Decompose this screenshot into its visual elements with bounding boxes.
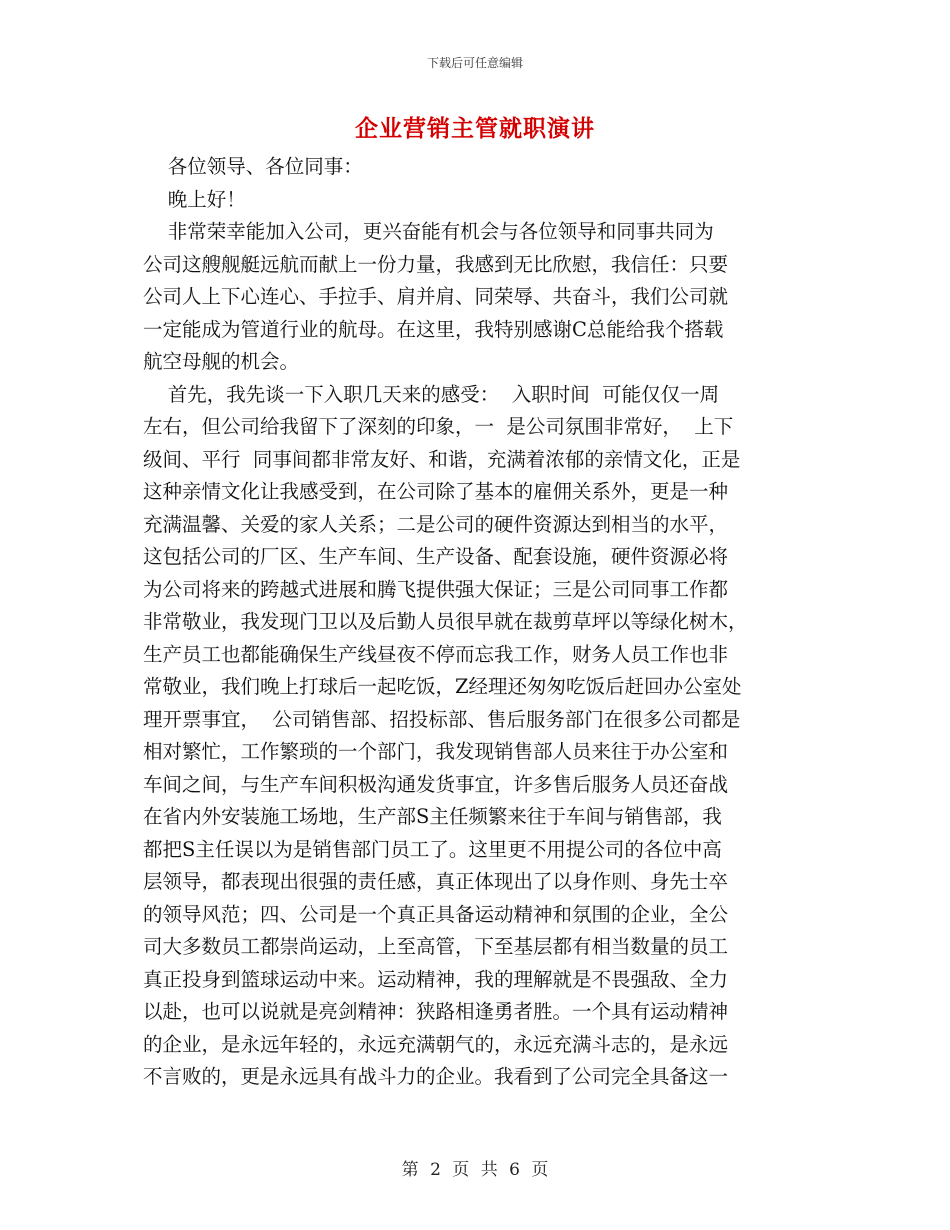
body-line: 各位领导、各位同事： bbox=[143, 155, 363, 178]
body-line: 车间之间，与生产车间积极沟通发货事宜，许多售后服务人员还奋战 bbox=[143, 772, 729, 796]
body-line: 常敬业，我们晚上打球后一起吃饭，Z经理还匆匆吃饭后赶回办公室处 bbox=[143, 675, 742, 698]
body-line: 不言败的，更是永远具有战斗力的企业。我看到了公司完全具备这一 bbox=[143, 1065, 729, 1088]
body-line: 充满温馨、关爱的家人关系；二是公司的硬件资源达到相当的水平， bbox=[143, 512, 729, 536]
body-line: 晚上好！ bbox=[143, 187, 246, 211]
body-line: 为公司将来的跨越式进展和腾飞提供强大保证；三是公司同事工作都 bbox=[143, 577, 729, 601]
document-body bbox=[143, 151, 803, 1094]
body-line: 首先，我先谈一下入职几天来的感受： 入职时间 可能仅仅一周 bbox=[143, 382, 720, 406]
body-line: 都把S主任误以为是销售部门员工了。这里更不用提公司的各位中高 bbox=[143, 837, 722, 861]
page-footer: 第 2 页 共 6 页 bbox=[401, 1160, 549, 1180]
body-line: 真正投身到篮球运动中来。运动精神，我的理解就是不畏强敌、全力 bbox=[143, 967, 729, 991]
body-line: 司大多数员工都崇尚运动，上至高管，下至基层都有相当数量的员工 bbox=[143, 935, 729, 958]
body-line: 级间、平行 同事间都非常友好、和谐，充满着浓郁的亲情文化，正是 bbox=[143, 447, 741, 471]
body-line: 公司这艘舰艇远航而献上一份力量，我感到无比欣慰，我信任：只要 bbox=[143, 252, 729, 276]
page-header-note: 下载后可任意编辑 bbox=[426, 56, 523, 70]
document-title: 企业营销主管就职演讲 bbox=[355, 115, 595, 142]
body-line: 在省内外安装施工场地，生产部S主任频繁来往于车间与销售部，我 bbox=[143, 805, 722, 828]
body-line: 层领导，都表现出很强的责任感，真正体现出了以身作则、身先士卒 bbox=[143, 870, 729, 893]
body-line: 航空母舰的机会。 bbox=[143, 350, 300, 373]
body-line: 非常敬业，我发现门卫以及后勤人员很早就在裁剪草坪以等绿化树木， bbox=[143, 610, 748, 633]
body-line: 的领导风范；四、公司是一个真正具备运动精神和氛围的企业，全公 bbox=[143, 902, 729, 926]
body-line: 的企业，是永远年轻的，永远充满朝气的，永远充满斗志的，是永远 bbox=[143, 1032, 729, 1056]
body-line: 这包括公司的厂区、生产车间、生产设备、配套设施，硬件资源必将 bbox=[143, 545, 729, 568]
body-line: 以赴，也可以说就是亮剑精神：狭路相逢勇者胜。一个具有运动精神 bbox=[143, 1000, 729, 1023]
body-line: 一定能成为管道行业的航母。在这里，我特别感谢C总能给我个搭载 bbox=[143, 317, 724, 341]
body-line: 这种亲情文化让我感受到，在公司除了基本的雇佣关系外，更是一种 bbox=[143, 480, 729, 503]
body-line: 公司人上下心连心、手拉手、肩并肩、同荣辱、共奋斗，我们公司就 bbox=[143, 285, 729, 308]
body-line: 相对繁忙，工作繁琐的一个部门，我发现销售部人员来往于办公室和 bbox=[143, 740, 729, 763]
body-line: 左右，但公司给我留下了深刻的印象，一 是公司氛围非常好， 上下 bbox=[143, 415, 734, 438]
body-line: 理开票事宜， 公司销售部、招投标部、售后服务部门在很多公司都是 bbox=[143, 707, 741, 731]
body-line: 非常荣幸能加入公司，更兴奋能有机会与各位领导和同事共同为 bbox=[143, 220, 714, 243]
body-line: 生产员工也都能确保生产线昼夜不停而忘我工作，财务人员工作也非 bbox=[143, 642, 729, 666]
